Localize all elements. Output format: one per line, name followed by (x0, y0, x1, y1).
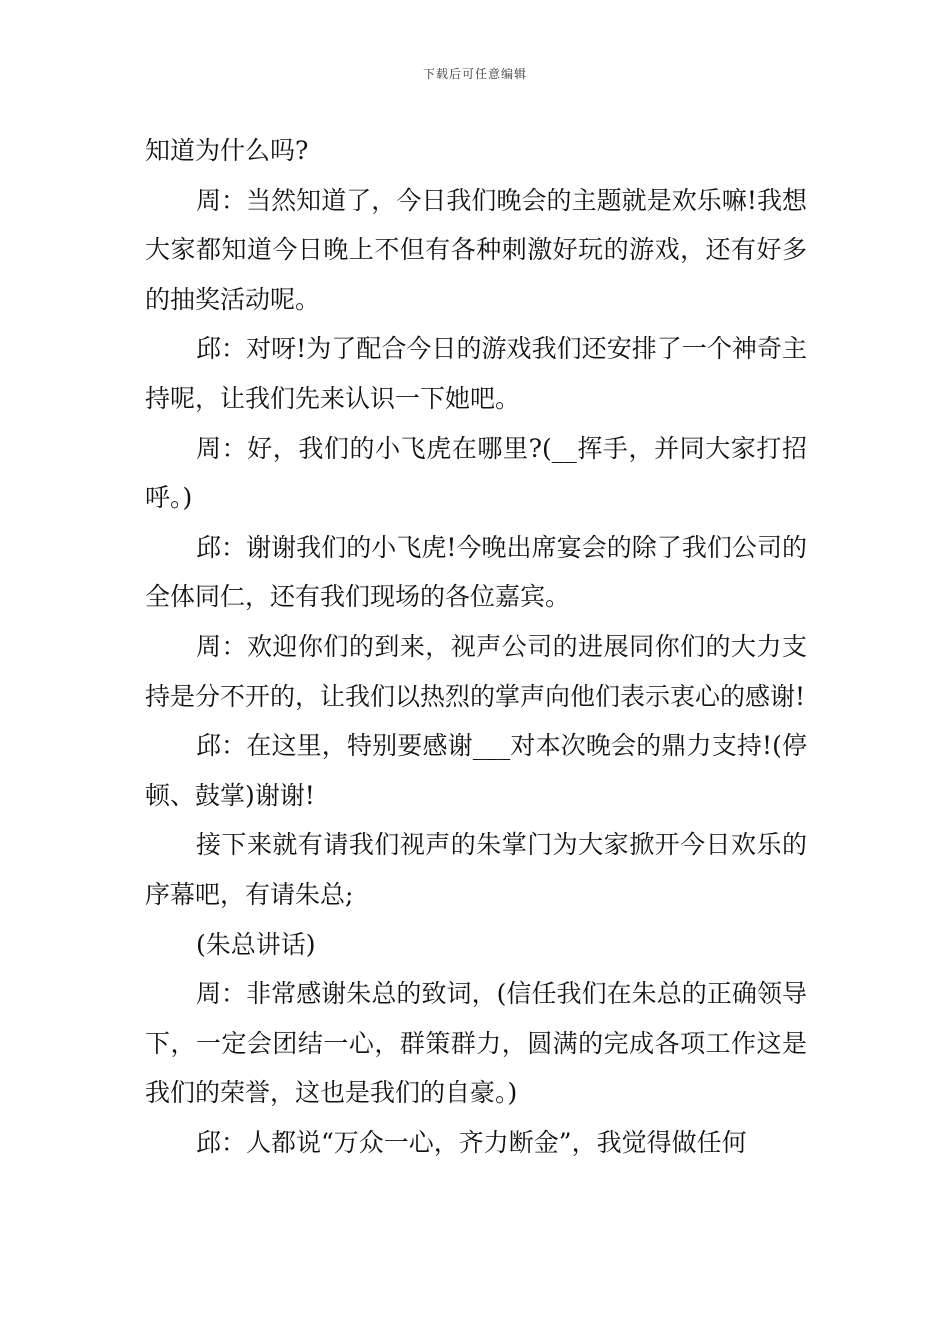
paragraph-10: 周：非常感谢朱总的致词，(信任我们在朱总的正确领导下，一定会团结一心，群策群力，圆满的完成各项工作这是我们的荣誉，这也是我们的自豪。) (145, 979, 807, 1108)
paragraph-5: 邱：谢谢我们的小飞虎!今晚出席宴会的除了我们公司的全体同仁，还有我们现场的各位嘉宾。 (145, 532, 807, 612)
paragraph-11: 邱：人都说“万众一心，齐力断金”，我觉得做任何 (196, 1127, 747, 1157)
paragraph-1: 知道为什么吗? (145, 136, 309, 165)
paragraph-7: 邱：在这里，特别要感谢___对本次晚会的鼎力支持!(停顿、鼓掌)谢谢! (145, 731, 807, 810)
document-body (145, 126, 807, 1167)
paragraph-8: 接下来就有请我们视声的朱掌门为大家掀开今日欢乐的序幕吧，有请朱总; (145, 830, 807, 909)
paragraph-2: 周：当然知道了，今日我们晚会的主题就是欢乐嘛!我想大家都知道今日晚上不但有各种刺激好玩的游戏，还有好多的抽奖活动呢。 (145, 185, 807, 314)
page-header: 下载后可任意编辑 (422, 67, 527, 81)
paragraph-4: 周：好，我们的小飞虎在哪里?(__挥手，并同大家打招呼。) (145, 433, 807, 513)
paragraph-6: 周：欢迎你们的到来，视声公司的进展同你们的大力支持是分不开的，让我们以热烈的掌声向他们表示衷心的感谢! (145, 631, 807, 711)
paragraph-3: 邱：对呀!为了配合今日的游戏我们还安排了一个神奇主持呢，让我们先来认识一下她吧。 (145, 334, 807, 413)
paragraph-9: (朱总讲话) (196, 929, 316, 959)
